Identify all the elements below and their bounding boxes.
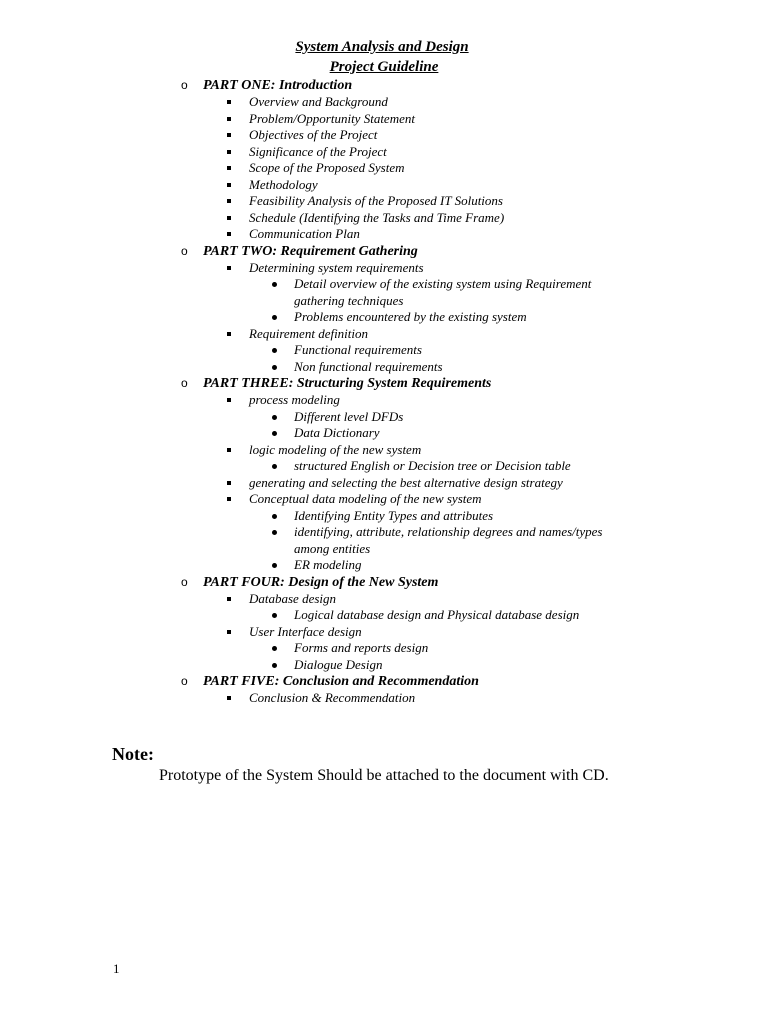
square-bullet-icon [227, 448, 231, 452]
list-item-text: Methodology [249, 176, 318, 192]
square-bullet-icon [227, 266, 231, 270]
list-item [0, 475, 768, 492]
page-number: 1 [113, 961, 120, 976]
sub-list-item-text: Non functional requirements [294, 358, 443, 374]
round-bullet-icon [272, 663, 277, 668]
list-item [0, 160, 768, 177]
square-bullet-icon [227, 497, 231, 501]
round-bullet-icon [272, 431, 277, 436]
circle-bullet-icon: o [181, 78, 188, 92]
list-item [0, 127, 768, 144]
sub-list-item-text: Detail overview of the existing system using Requirement gathering techniques [294, 276, 592, 308]
part-heading [0, 574, 768, 591]
part-heading [0, 673, 768, 690]
round-bullet-icon [272, 514, 277, 519]
round-bullet-icon [272, 282, 277, 287]
sub-list-item-text: Different level DFDs [294, 408, 404, 424]
sub-list-item [0, 359, 768, 376]
sub-list-item [0, 342, 768, 359]
list-item-text: Problem/Opportunity Statement [249, 110, 415, 126]
list-item [0, 624, 768, 641]
sub-list-item [0, 607, 768, 624]
list-item-text: Requirement definition [249, 325, 369, 341]
round-bullet-icon [272, 646, 277, 651]
list-item [0, 177, 768, 194]
round-bullet-icon [272, 530, 277, 535]
square-bullet-icon [227, 100, 231, 104]
part-heading [0, 77, 768, 94]
list-item-text: Conceptual data modeling of the new system [249, 491, 482, 506]
square-bullet-icon [227, 183, 231, 187]
list-item-text: Significance of the Project [249, 143, 387, 159]
list-item [0, 392, 768, 409]
round-bullet-icon [272, 415, 277, 420]
list-item [0, 226, 768, 243]
list-item-text: Database design [249, 590, 337, 606]
sub-list-item-text: Forms and reports design [294, 640, 429, 655]
circle-bullet-icon: o [181, 243, 188, 258]
list-item-text: Conclusion & Recommendation [249, 690, 416, 705]
square-bullet-icon [227, 696, 231, 700]
square-bullet-icon [227, 199, 231, 203]
list-item [0, 326, 768, 343]
sub-list-item-text: ER modeling [294, 557, 362, 572]
list-item-text: Feasibility Analysis of the Proposed IT Solutions [249, 193, 503, 208]
note-body: Prototype of the System Should be attached to the document with CD. [159, 767, 609, 784]
list-item-text: logic modeling of the new system [249, 441, 422, 457]
round-bullet-icon [272, 365, 277, 370]
note-heading: Note: [112, 744, 154, 764]
list-item [0, 94, 768, 111]
circle-bullet-icon: o [181, 674, 188, 688]
circle-bullet-icon: o [181, 574, 188, 589]
sub-list-item-text: Functional requirements [294, 342, 422, 357]
sub-list-item-text: identifying, attribute, relationship degrees and names/types among entities [294, 524, 603, 556]
list-item [0, 690, 768, 707]
part-title: PART FIVE: Conclusion and Recommendation [203, 674, 479, 689]
list-item [0, 193, 768, 210]
circle-bullet-icon: o [181, 376, 188, 390]
sub-list-item [0, 458, 768, 475]
list-item [0, 591, 768, 608]
list-item-text: User Interface design [249, 623, 362, 639]
list-item-text: Objectives of the Project [249, 127, 378, 142]
part-heading [0, 243, 768, 260]
square-bullet-icon [227, 216, 231, 220]
sub-list-item-text: Data Dictionary [294, 425, 380, 440]
document-title: System Analysis and Design [295, 39, 469, 55]
list-item [0, 210, 768, 227]
sub-list-item-text: Identifying Entity Types and attributes [294, 507, 494, 523]
list-item-text: Determining system requirements [249, 259, 424, 275]
list-item-text: Schedule (Identifying the Tasks and Time Frame) [249, 209, 505, 225]
square-bullet-icon [227, 481, 231, 485]
part-heading [0, 375, 768, 392]
list-item-text: Communication Plan [249, 226, 360, 241]
list-item-text: process modeling [249, 392, 340, 407]
round-bullet-icon [272, 315, 277, 320]
round-bullet-icon [272, 613, 277, 618]
list-item-text: Scope of the Proposed System [249, 160, 405, 175]
sub-list-item-text: structured English or Decision tree or Decision table [294, 458, 571, 473]
square-bullet-icon [227, 630, 231, 634]
round-bullet-icon [272, 464, 277, 469]
list-item [0, 144, 768, 161]
guideline-outline [0, 77, 768, 707]
sub-list-item-text: Logical database design and Physical database design [294, 607, 580, 622]
round-bullet-icon [272, 563, 277, 568]
sub-list-item [0, 524, 768, 557]
list-item-text: generating and selecting the best alternative design strategy [249, 474, 563, 490]
sub-list-item-text: Dialogue Design [294, 656, 383, 672]
list-item [0, 491, 768, 508]
sub-list-item [0, 508, 768, 525]
round-bullet-icon [272, 348, 277, 353]
square-bullet-icon [227, 166, 231, 170]
square-bullet-icon [227, 332, 231, 336]
sub-list-item [0, 309, 768, 326]
list-item-text: Overview and Background [249, 94, 388, 109]
square-bullet-icon [227, 150, 231, 154]
square-bullet-icon [227, 398, 231, 402]
sub-list-item [0, 425, 768, 442]
square-bullet-icon [227, 232, 231, 236]
square-bullet-icon [227, 117, 231, 121]
list-item [0, 111, 768, 128]
square-bullet-icon [227, 133, 231, 137]
part-title: PART TWO: Requirement Gathering [203, 243, 418, 259]
document-subtitle: Project Guideline [329, 59, 439, 75]
sub-list-item [0, 409, 768, 426]
sub-list-item [0, 657, 768, 674]
sub-list-item [0, 276, 768, 309]
square-bullet-icon [227, 597, 231, 601]
list-item [0, 260, 768, 277]
sub-list-item-text: Problems encountered by the existing system [294, 309, 527, 324]
sub-list-item [0, 640, 768, 657]
list-item [0, 442, 768, 459]
part-title: PART FOUR: Design of the New System [203, 574, 439, 590]
sub-list-item [0, 557, 768, 574]
part-title: PART THREE: Structuring System Requirements [203, 376, 492, 391]
part-title: PART ONE: Introduction [203, 78, 353, 93]
